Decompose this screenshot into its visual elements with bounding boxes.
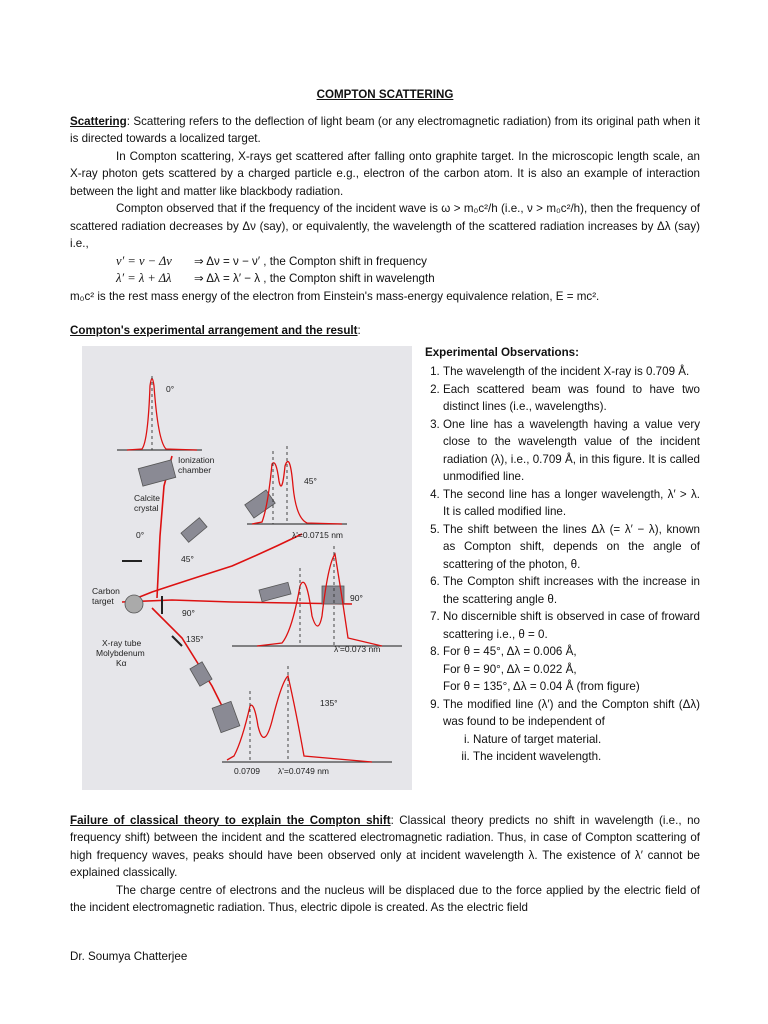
chamber-135: [212, 701, 240, 732]
label-ionization: Ionization: [178, 454, 215, 465]
dipole-paragraph: The charge centre of electrons and the nucleus will be displaced due to the force applied by the electric field of the incident electromagnetic radiation. Thus, electric dipole is created. As the electric field: [70, 883, 700, 914]
label-xray-tube: X-ray tube: [102, 637, 142, 648]
label-lambda-90: λ'=0.073 nm: [334, 643, 381, 654]
label-zero-deg: 0°: [166, 383, 175, 394]
ionization-chamber-block: [138, 459, 176, 485]
label-molybdenum: Molybdenum: [96, 647, 145, 658]
observations-heading: Experimental Observations:: [425, 345, 579, 359]
observations-list: [425, 363, 700, 766]
label-45-deg-b: 45°: [304, 475, 317, 486]
compton-observed-paragraph: Compton observed that if the frequency of the incident wave is ω > m₀c²/h (i.e., ν > m₀c²/h), then the frequency of scattered radiation decreases by Δν (say), or equivalently, the wavelength of the scattered radiation increases by Δλ (say) i.e.,: [70, 202, 700, 250]
observation-item: 3. One line has a wavelength having a value very close to the wavelength value of the incident radiation (λ), i.e., 0.709 Å, in this figure. It is called unmodified line.: [443, 416, 700, 486]
label-lambda-0749: λ'=0.0749 nm: [278, 765, 330, 776]
scattering-paragraph: Scattering: Scattering refers to the deflection of light beam (or any electromagnetic radiation) from its original path when it is directed towards a localized target.: [70, 114, 700, 145]
label-135-deg-b: 135°: [320, 697, 338, 708]
beam-135: [152, 608, 227, 716]
xray-tube-icon: [125, 595, 143, 613]
observation-item: 5. The shift between the lines Δλ (= λ′ − λ), known as Compton shift, depends on the angle of scattering of the photon, θ.: [443, 521, 700, 574]
label-135-deg-a: 135°: [186, 633, 204, 644]
spectrum-0deg: [127, 378, 197, 450]
label-45-deg-a: 45°: [181, 553, 194, 564]
label-k-alpha: Kα: [116, 657, 127, 668]
label-calcite: Calcite: [134, 492, 160, 503]
document-page: [70, 86, 700, 917]
label-lambda-45: λ'=0.0715 nm: [292, 529, 344, 540]
observation-item: 9. The modified line (λ′) and the Compton shift (Δλ) was found to be independent of i. Nature of target material. ii. The incident wavelength.: [443, 696, 700, 766]
observation-item: 4. The second line has a longer wavelength, λ′ > λ. It is called modified line.: [443, 486, 700, 521]
observation-item-shifts: 8. For θ = 45°, Δλ = 0.006 Å, For θ = 90°, Δλ = 0.022 Å, For θ = 135°, Δλ = 0.04 Å (from figure): [443, 643, 700, 696]
page-title: COMPTON SCATTERING: [316, 88, 454, 101]
equation-frequency: ν′ = ν − Δν ⇒ Δν = ν − ν′ , the Compton shift in frequency: [116, 253, 427, 268]
label-target: target: [92, 595, 114, 606]
chamber-45: [245, 489, 275, 517]
observation-item: 1. The wavelength of the incident X-ray is 0.709 Å.: [443, 363, 700, 381]
author-footer: Dr. Soumya Chatterjee: [70, 950, 188, 963]
independence-sublist: [443, 731, 700, 766]
experimental-observations: [425, 344, 700, 766]
spectrum-135deg: [227, 676, 372, 762]
label-carbon: Carbon: [92, 585, 120, 596]
compton-intro-paragraph: In Compton scattering, X-rays get scattered after falling onto graphite target. In the microscopic length scale, an X-ray photon gets scattered by a charged particle e.g., electron of the carbon atom. It is also an example of interaction between the light and matter like blackbody radiation.: [70, 149, 700, 198]
spectrum-90deg: [257, 554, 382, 646]
failure-paragraph: Failure of classical theory to explain the Compton shift: Classical theory predicts no shift in wavelength (i.e., no frequency shift) between the incident and the scattered electromagnetic radiation. Thus, in case of Compton scattering of high frequency waves, peaks should have been observed only at incident wavelength λ. The existence of λ′ cannot be explained classically.: [70, 813, 700, 879]
calcite-crystal-45: [181, 517, 207, 542]
observation-item: 7. No discernible shift is observed in case of froward scattering i.e., θ = 0.: [443, 608, 700, 643]
arrangement-heading-line: Compton's experimental arrangement and the result:: [70, 324, 361, 337]
rest-mass-paragraph: m₀c² is the rest mass energy of the electron from Einstein's mass-energy equivalence relation, E = mc².: [70, 289, 600, 303]
observation-item: 2. Each scattered beam was found to have two distinct lines (i.e., wavelengths).: [443, 381, 700, 416]
beam-90: [122, 600, 352, 604]
failure-heading: Failure of classical theory to explain the Compton shift: [70, 813, 391, 827]
experiment-section: [70, 344, 700, 804]
label-zero-deg-2: 0°: [136, 529, 145, 540]
label-chamber: chamber: [178, 464, 212, 475]
label-90-deg-b: 90°: [350, 592, 363, 603]
crystal-135: [190, 661, 212, 685]
calcite-crystal-90: [259, 582, 291, 601]
label-90-deg-a: 90°: [182, 607, 195, 618]
experiment-diagram: [82, 346, 412, 790]
sub-item: i. Nature of target material.: [473, 731, 700, 749]
scattering-heading: Scattering: [70, 114, 127, 128]
label-lambda-0709: 0.0709: [234, 765, 260, 776]
compton-experiment-figure: [82, 346, 412, 790]
label-crystal: crystal: [134, 502, 159, 513]
equation-wavelength: λ′ = λ + Δλ ⇒ Δλ = λ′ − λ , the Compton shift in wavelength: [116, 271, 435, 285]
observation-item: 6. The Compton shift increases with the increase in the scattering angle θ.: [443, 573, 700, 608]
sub-item: ii. The incident wavelength.: [473, 748, 700, 766]
